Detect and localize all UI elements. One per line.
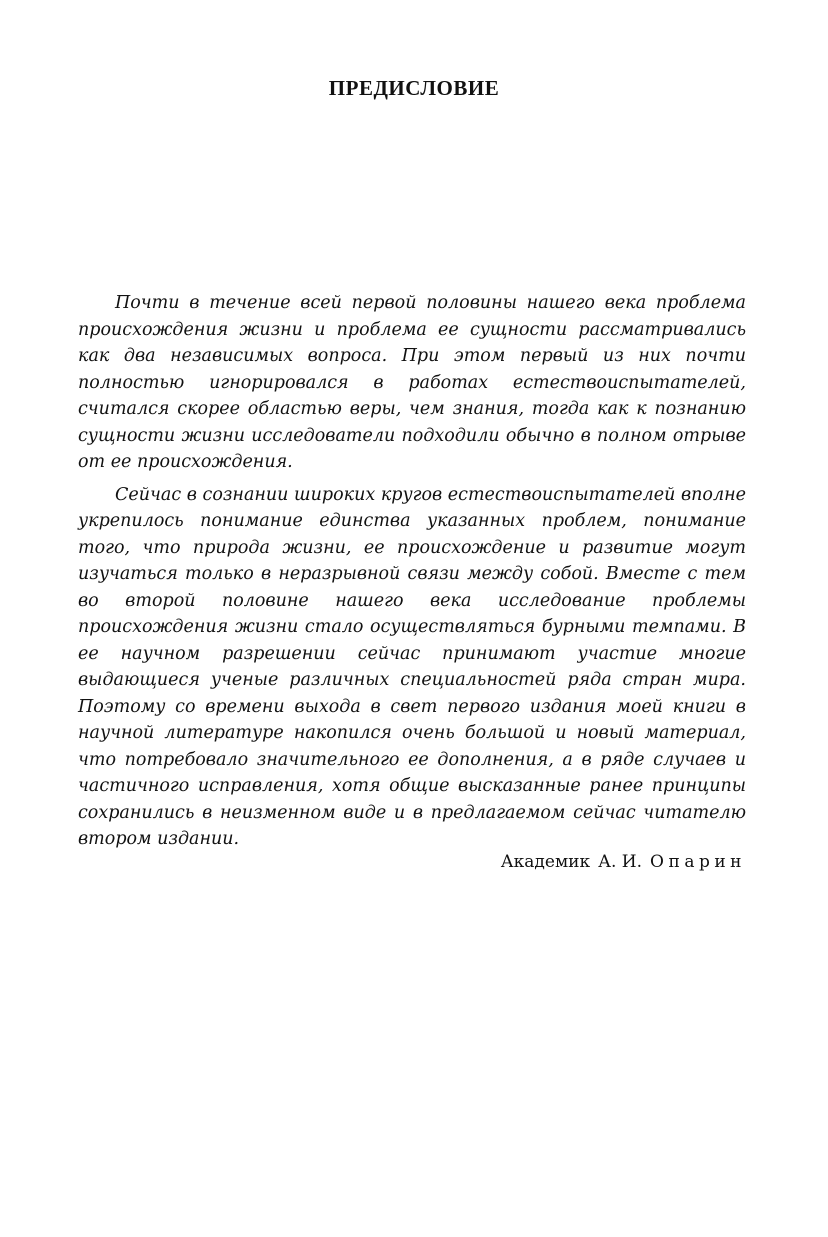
signature-role: Академик [500, 852, 591, 872]
signature-initials: А. И. [598, 852, 643, 872]
signature-name: Опарин [650, 852, 746, 872]
page-title: ПРЕДИСЛОВИЕ [328, 76, 500, 100]
author-signature [78, 849, 746, 875]
preface-body [78, 290, 746, 853]
preface-paragraph-2: Сейчас в сознании широких кругов естествоиспытателей вполне укрепилось понимание единства указанных проблем, понимание того, что природа жизни, ее происхождение и развитие могут изучаться только в неразрывной связи между собой. Вместе с тем во второй половине нашего века исследование проблемы происхождения жизни стало осуществляться бурными темпами. В ее научном разрешении сейчас принимают участие многие выдающиеся ученые различных специальностей ряда стран мира. Поэтому со времени выхода в свет первого издания моей книги в научной литературе накопился очень большой и новый материал, что потребовало значительного ее дополнения, а в ряде случаев и частичного исправления, хотя общие высказанные ранее принципы сохранились в неизменном виде и в предлагаемом сейчас читателю втором издании. [78, 484, 746, 849]
preface-paragraph-1: Почти в течение всей первой половины нашего века проблема происхождения жизни и проблема ее сущности рассматривались как два независимых вопроса. При этом первый из них почти полностью игнорировался в работах естествоиспытателей, считался скорее областью веры, чем знания, тогда как к познанию сущности жизни исследователи подходили обычно в полном отрыве от ее происхождения. [78, 293, 746, 472]
